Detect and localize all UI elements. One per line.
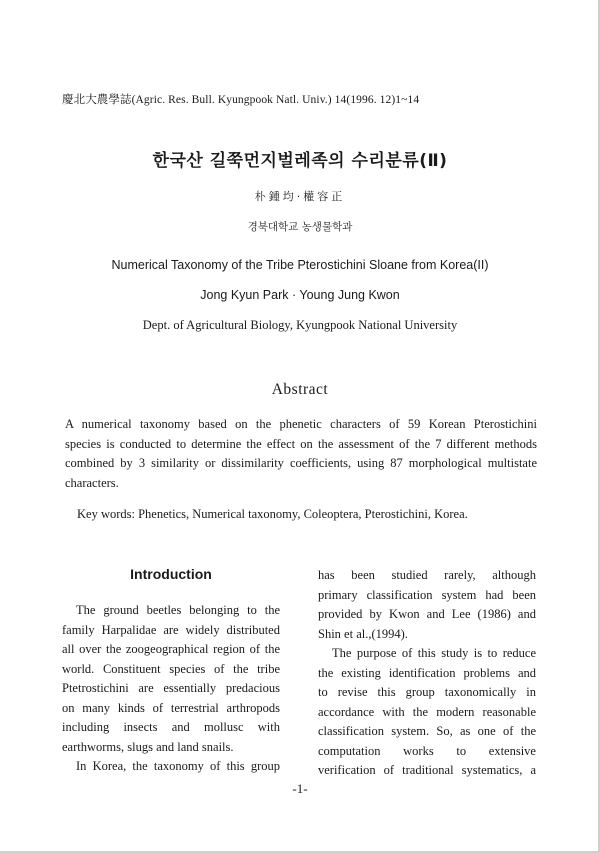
keywords: Key words: Phenetics, Numerical taxonomy, Coleoptera, Pterostichini, Korea. — [77, 507, 468, 521]
body-line: world. Constituent species of the tribe — [62, 661, 280, 676]
body-line: the existing identification problems and — [318, 665, 536, 680]
body-line: family Harpalidae are widely distributed — [62, 622, 280, 637]
body-line: provided by Kwon and Lee (1986) and — [318, 607, 536, 621]
journal-citation: 慶北大農學誌(Agric. Res. Bull. Kyungpook Natl. Univ.) 14(1996. 12)1~14 — [62, 94, 420, 106]
introduction-left-column — [62, 601, 280, 777]
body-line: computation works to extensive — [318, 743, 536, 758]
body-line: The purpose of this study is to reduce — [332, 646, 536, 660]
abstract-line: characters. — [65, 475, 119, 490]
body-line: to revise this group taxonomically in — [318, 685, 536, 699]
body-line: including insects and mollusc with — [62, 720, 280, 734]
body-line: classification system. So, as one of the — [318, 724, 536, 738]
korean-authors: 朴鍾均·權容正 — [254, 190, 346, 203]
body-line: earthworms, slugs and land snails. — [62, 739, 234, 754]
korean-affiliation: 경북대학교 농생물학과 — [247, 221, 353, 233]
body-line: Shin et al.,(1994). — [318, 626, 408, 641]
abstract-body — [65, 414, 537, 492]
introduction-right-column — [318, 566, 536, 781]
body-line: The ground beetles belonging to the — [76, 603, 280, 617]
korean-title: 한국산 길쭉먼지벌레족의 수리분류(Ⅱ) — [152, 151, 448, 171]
english-title: Numerical Taxonomy of the Tribe Pterostichini Sloane from Korea(II) — [111, 258, 489, 272]
body-line: on many kinds of terrestrial arthropods — [62, 700, 280, 715]
abstract-heading: Abstract — [271, 381, 329, 398]
page-number: -1- — [292, 781, 308, 796]
abstract-line: A numerical taxonomy based on the phenetic characters of 59 Korean Pterostichini — [65, 417, 537, 431]
body-line: has been studied rarely, although — [318, 568, 536, 582]
body-line: Ptetrostichini are essentially predacious — [62, 681, 280, 695]
body-line: accordance with the modern reasonable — [318, 704, 536, 719]
body-line: In Korea, the taxonomy of this group — [76, 759, 280, 773]
body-line: verification of traditional systematics, a — [318, 763, 536, 777]
english-authors: Jong Kyun Park · Young Jung Kwon — [200, 288, 400, 302]
body-line: primary classification system had been — [318, 587, 536, 602]
introduction-heading: Introduction — [130, 566, 212, 582]
english-affiliation: Dept. of Agricultural Biology, Kyungpook National University — [142, 318, 458, 332]
abstract-line: species is conducted to determine the effect on the assessment of the 7 different methods — [65, 436, 537, 451]
abstract-line: combined by 3 similarity or dissimilarity coefficients, using 87 morphological multistate — [65, 456, 537, 470]
body-line: all over the zoogeographical region of the — [62, 642, 280, 656]
